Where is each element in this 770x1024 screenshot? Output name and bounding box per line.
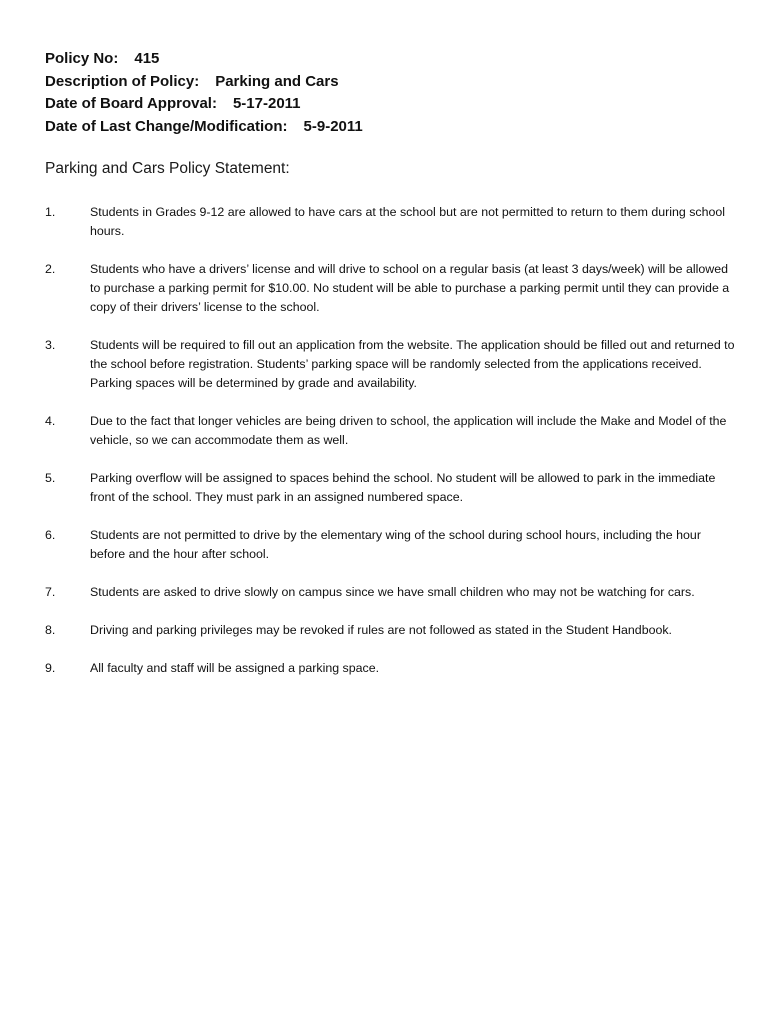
list-item xyxy=(45,260,735,317)
policy-number-line xyxy=(45,48,725,71)
policy-list xyxy=(45,203,735,697)
last-modification-value: 5-9-2011 xyxy=(303,117,363,135)
list-item xyxy=(45,526,735,564)
item-number: 6. xyxy=(45,528,56,542)
list-item xyxy=(45,469,735,507)
item-number: 3. xyxy=(45,338,56,352)
policy-header xyxy=(45,48,725,138)
list-item xyxy=(45,621,735,640)
item-number: 1. xyxy=(45,205,56,219)
last-modification-label: Date of Last Change/Modification: xyxy=(45,117,288,135)
policy-number-label: Policy No: xyxy=(45,50,119,67)
board-approval-value: 5-17-2011 xyxy=(232,95,301,112)
board-approval-label: Date of Board Approval: xyxy=(45,95,217,112)
item-number: 7. xyxy=(45,585,56,599)
item-number: 9. xyxy=(45,661,56,675)
statement-title: Parking and Cars Policy Statement: xyxy=(45,160,290,177)
item-text: Students are not permitted to drive by the elementary wing of the school during school hours, including the hour before and the hour after school. xyxy=(90,528,701,561)
item-text: Students are asked to drive slowly on campus since we have small children who may not be watching for cars. xyxy=(90,585,695,599)
item-text: All faculty and staff will be assigned a parking space. xyxy=(90,661,380,675)
policy-description-label: Description of Policy: xyxy=(45,72,200,90)
item-text: Parking overflow will be assigned to spaces behind the school. No student will be allowed to park in the immediate front of the school. They must park in an assigned numbered space. xyxy=(90,471,716,504)
item-number: 5. xyxy=(45,471,56,485)
item-number: 4. xyxy=(45,414,56,428)
item-text: Students who have a drivers’ license and will drive to school on a regular basis (at least 3 days/week) will be allowed to purchase a parking permit for $10.00. No student will be able to purchase a parking permit until they can provide a copy of their drivers’ license to the school. xyxy=(90,262,730,314)
item-number: 8. xyxy=(45,623,56,637)
list-item xyxy=(45,203,735,241)
last-modification-line xyxy=(45,116,725,139)
list-item xyxy=(45,336,735,393)
policy-description-value: Parking and Cars xyxy=(215,72,339,90)
item-number: 2. xyxy=(45,262,56,276)
policy-description-line xyxy=(45,71,725,94)
list-item xyxy=(45,659,735,678)
list-item xyxy=(45,412,735,450)
board-approval-line xyxy=(45,93,725,116)
policy-number-value: 415 xyxy=(134,50,160,67)
item-text: Students in Grades 9-12 are allowed to have cars at the school but are not permitted to return to them during school hours. xyxy=(90,205,726,238)
item-text: Driving and parking privileges may be revoked if rules are not followed as stated in the Student Handbook. xyxy=(90,623,673,637)
item-text: Students will be required to fill out an application from the website. The application should be filled out and returned to the school before registration. Students’ parking space will be randomly selected from the applications received. Parking spaces will be determined by grade and availability. xyxy=(90,338,735,390)
list-item xyxy=(45,583,735,602)
item-text: Due to the fact that longer vehicles are being driven to school, the application will include the Make and Model of the vehicle, so we can accommodate them as well. xyxy=(90,414,727,447)
